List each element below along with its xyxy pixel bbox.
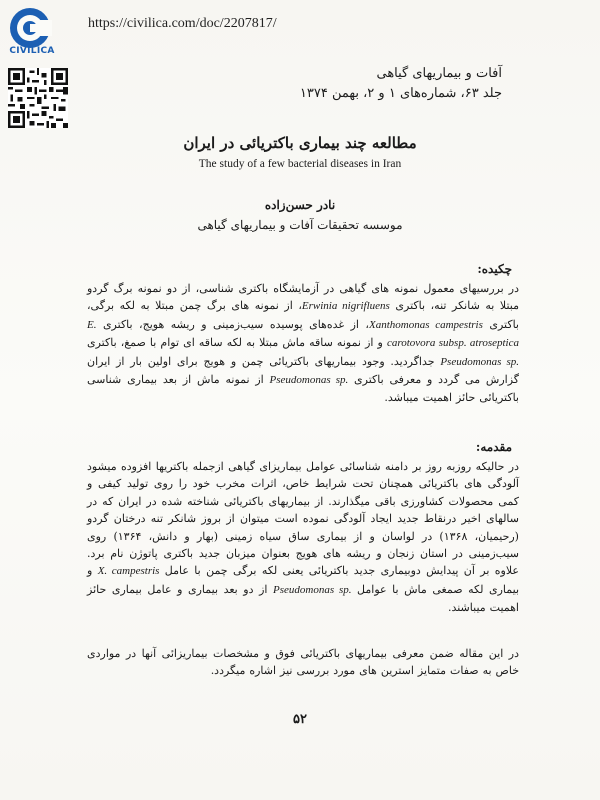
- page-number: ۵۲: [293, 712, 307, 727]
- intro-paragraph-2: در این مقاله ضمن معرفی بیماریهای باکتریائی فوق و مشخصات بیماریزائی آنها در مواردی خاص به صفات متمایز استرین های مورد بررسی نیز اشاره میگردد.: [87, 647, 519, 678]
- qr-code-icon: [8, 66, 68, 130]
- species-name: Pseudomonas sp.: [273, 583, 352, 596]
- intro-text-2: و بیماری لکه صمغی ماش با عوامل: [87, 564, 520, 596]
- author-affiliation: موسسه تحقیقات آفات و بیماریهای گیاهی: [197, 218, 403, 232]
- species-name: Erwinia nigrifluens: [301, 300, 390, 313]
- abstract-text-2: ، از نمونه های برگ چمن مبتلا به لکه برگی، باکتری: [87, 299, 519, 331]
- species-name: X. campestris: [97, 565, 160, 578]
- abstract-text-3: ، از غده‌های پوسیده سیب‌زمینی و ریشه هویج، باکتری: [96, 317, 369, 331]
- species-name: Pseudomonas sp.: [440, 355, 519, 368]
- author-name: نادر حسن‌زاده: [264, 198, 336, 212]
- abstract-text: [87, 280, 519, 407]
- abstract-text-5: جداگردید. وجود بیماریهای باکتریائی چمن و هویج برای اولین بار از ایران گزارش می گردد و معرفی باکتری: [87, 354, 520, 387]
- intro-paragraph-1: [87, 458, 519, 617]
- abstract-heading: چکیده:: [477, 262, 512, 276]
- document-url[interactable]: https://civilica.com/doc/2207817/: [88, 16, 277, 31]
- abstract-text-1: در بررسیهای معمول نمونه های گیاهی در آزمایشگاه باکتری شناسی، از دو نمونه برگ گردو مبتلا به شانکر تنه، باکتری: [87, 282, 519, 313]
- intro-heading: مقدمه:: [475, 440, 512, 454]
- article-title-en: The study of a few bacterial diseases in Iran: [198, 158, 402, 170]
- species-name: Pseudomonas sp.: [269, 374, 349, 387]
- journal-header: [142, 64, 502, 104]
- species-name: E. carotovora subsp. atroseptica: [87, 318, 519, 350]
- journal-issue: جلد ۶۳، شماره‌های ۱ و ۲، بهمن ۱۳۷۴: [299, 86, 502, 101]
- journal-name: آفات و بیماریهای گیاهی: [376, 66, 502, 81]
- intro-text-1: در حالیکه روزبه روز بر دامنه شناسائی عوامل بیماریزای گیاهی ازجمله باکتریها افزوده میشود آلودگی های باکتریائی همچنان تحت شرایط خاص، اثرات مخرب خود را روی تولید کیفی و کمی محصولات کشاورزی باقی میگذارند. از بیماریهای باکتریائی شناخته شده در ایران که در سالهای اخیر درنقاط جدید ایجاد آلودگی نموده است میتوان از بروز شانکر تنه درختان گردو (رحیمیان، ۱۳۶۸) در لواسان و از بیماری ساق سیاه زمینی (بهار و دانش، ۱۳۶۴) روی سیب‌زمینی در استان زنجان و ریشه های هویج بعنوان میزبان جدید باکتری پاتوژن نام برد. علاوه بر آن پیدایش دوبیماری جدید باکتریائی یعنی لکه برگی چمن با عامل: [87, 460, 519, 578]
- article-title-fa: مطالعه چند بیماری باکتریائی در ایران: [183, 134, 417, 152]
- abstract-text-4: و از نمونه ساقه ماش مبتلا به لکه ساقه ای توام با صمغ، باکتری: [87, 336, 387, 350]
- brand-name: CIVILICA: [9, 46, 55, 56]
- intro-text-3: از دو بعد بیماری و عامل بیماری حائز اهمیت میباشند.: [87, 582, 519, 615]
- abstract-text-6: از نمونه ماش از بعد بیماری شناسی باکتریائی حائز اهمیت میباشد.: [87, 373, 519, 405]
- species-name: Xanthomonas campestris: [369, 318, 483, 331]
